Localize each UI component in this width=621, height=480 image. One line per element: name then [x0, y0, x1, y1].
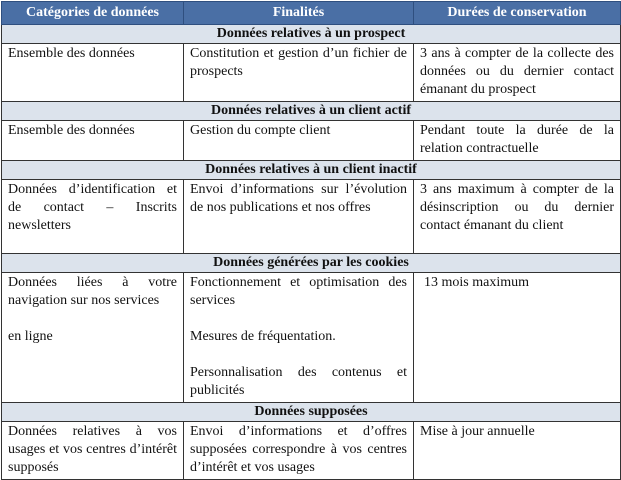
section-title-cookies: Données générées par les cookies — [2, 254, 621, 273]
table-row — [2, 44, 621, 102]
category-cell: Ensemble des données — [2, 44, 184, 102]
section-row — [2, 254, 621, 273]
header-purposes: Finalités — [184, 2, 414, 25]
purpose-item: Personnalisation des contenus et publicités — [190, 365, 407, 398]
category-cell: Données relatives à vos usages et vos centres d’intérêt supposés — [2, 422, 184, 480]
purpose-cell: Constitution et gestion d’un fichier de prospects — [184, 44, 414, 102]
section-title-assumed-data: Données supposées — [2, 403, 621, 422]
data-retention-table — [1, 1, 621, 480]
retention-cell: Pendant toute la durée de la relation contractuelle — [414, 121, 621, 161]
section-title-active-client: Données relatives à un client actif — [2, 102, 621, 121]
table-row — [2, 273, 621, 403]
purpose-cell: Envoi d’informations et d’offres supposées correspondre à vos centres d’intérêt et vos usages — [184, 422, 414, 480]
category-cell — [2, 273, 184, 403]
section-row — [2, 161, 621, 180]
category-cell: Ensemble des données — [2, 121, 184, 161]
table-header-row — [2, 2, 621, 25]
purpose-item: Fonctionnement et optimisation des services — [190, 275, 407, 308]
header-retention: Durées de conservation — [414, 2, 621, 25]
table-row — [2, 121, 621, 161]
retention-cell: Mise à jour annuelle — [414, 422, 621, 480]
category-extra-text: en ligne — [8, 329, 53, 344]
section-title-inactive-client: Données relatives à un client inactif — [2, 161, 621, 180]
header-categories: Catégories de données — [2, 2, 184, 25]
purpose-item: Mesures de fréquentation. — [190, 329, 336, 344]
section-title-prospect: Données relatives à un prospect — [2, 25, 621, 44]
category-text: Données liées à votre navigation sur nos services — [8, 275, 177, 308]
table-row — [2, 180, 621, 254]
retention-cell: 3 ans à compter de la collecte des données ou du dernier contact émanant du prospect — [414, 44, 621, 102]
purpose-cell — [184, 273, 414, 403]
table-row — [2, 422, 621, 480]
retention-cell: 13 mois maximum — [414, 273, 621, 403]
section-row — [2, 25, 621, 44]
purpose-cell: Gestion du compte client — [184, 121, 414, 161]
section-row — [2, 102, 621, 121]
retention-cell: 3 ans maximum à compter de la désinscription ou du dernier contact émanant du client — [414, 180, 621, 254]
section-row — [2, 403, 621, 422]
purpose-cell: Envoi d’informations sur l’évolution de nos publications et nos offres — [184, 180, 414, 254]
category-cell: Données d’identification et de contact – Inscrits newsletters — [2, 180, 184, 254]
